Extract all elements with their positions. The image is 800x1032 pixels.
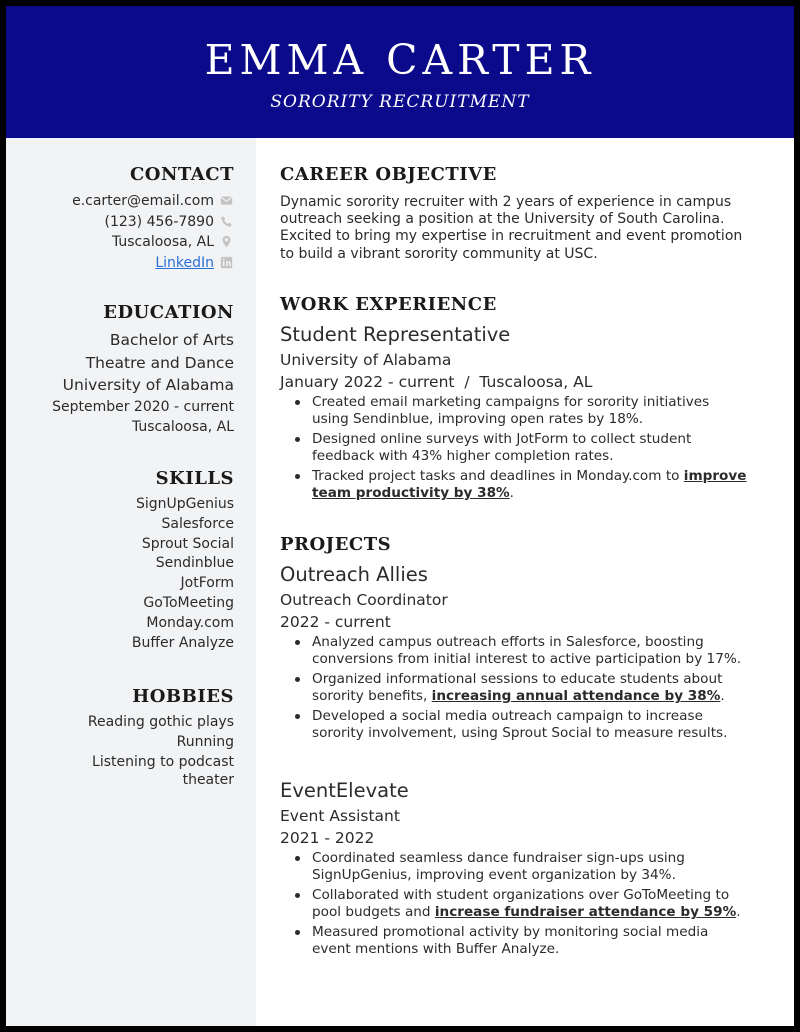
- projects-heading: PROJECTS: [280, 534, 392, 555]
- education-degree: Bachelor of Arts: [109, 331, 234, 349]
- work-heading: WORK EXPERIENCE: [280, 294, 497, 315]
- skill-item: JotForm: [180, 575, 234, 592]
- contact-phone-row: [14, 212, 234, 233]
- work-bullet: Designed online surveys with JotForm to collect student feedback with 43% higher completion rates.: [312, 431, 750, 465]
- project-bullets: [280, 850, 750, 961]
- bullet-text: .: [736, 904, 741, 920]
- highlight-text: increase fundraiser attendance by 59%: [434, 904, 737, 920]
- bullet-text: Organized informational sessions to educate students about sorority benefits,: [312, 671, 723, 704]
- candidate-subtitle: SORORITY RECRUITMENT: [270, 92, 530, 112]
- resume-header: [6, 6, 794, 138]
- project-role: Outreach Coordinator: [280, 591, 448, 609]
- skill-item: Sendinblue: [155, 555, 234, 572]
- skill-item: SignUpGenius: [135, 496, 234, 512]
- contact-linkedin-row: [14, 253, 234, 274]
- phone-icon: [220, 215, 234, 227]
- project-bullet: Developed a social media outreach campaign to increase sorority involvement, using Sprout Social to measure results.: [312, 708, 750, 742]
- project-bullet: [312, 887, 750, 921]
- contact-section: [14, 164, 234, 273]
- bullet-text: .: [720, 688, 725, 704]
- education-major: Theatre and Dance: [85, 353, 234, 372]
- work-bullet: [312, 468, 750, 502]
- work-bullet: Created email marketing campaigns for sorority initiatives using Sendinblue, improving open rates by 18%.: [312, 394, 750, 428]
- contact-location: Tuscaloosa, AL: [111, 234, 214, 250]
- skill-item: Buffer Analyze: [131, 634, 234, 651]
- project-dates: 2021 - 2022: [280, 829, 375, 847]
- skills-section: [14, 468, 234, 653]
- skill-item: GoToMeeting: [143, 594, 234, 611]
- hobby-item: Reading gothic plays: [87, 714, 234, 730]
- hobbies-heading: HOBBIES: [132, 686, 234, 707]
- skill-item: Monday.com: [146, 614, 234, 631]
- highlight-text: increasing annual attendance by 38%: [431, 688, 721, 704]
- contact-heading: CONTACT: [129, 164, 234, 185]
- bullet-text: .: [509, 485, 514, 501]
- linkedin-icon: [220, 256, 234, 268]
- candidate-name: EMMA CARTER: [204, 36, 596, 84]
- highlight-text: improve team productivity by 38%: [312, 468, 747, 501]
- map-pin-icon: [220, 235, 234, 247]
- skill-item: Sprout Social: [141, 535, 234, 552]
- project-name: EventElevate: [280, 779, 409, 802]
- contact-location-row: [14, 232, 234, 253]
- project-bullets: [280, 634, 750, 745]
- bullet-text: Tracked project tasks and deadlines in Monday.com to: [312, 468, 684, 484]
- contact-email-row: [14, 191, 234, 212]
- objective-heading: CAREER OBJECTIVE: [280, 164, 497, 185]
- project-name: Outreach Allies: [280, 563, 428, 586]
- education-location: Tuscaloosa, AL: [131, 418, 234, 435]
- hobby-item: Listening to podcast theater: [92, 754, 234, 788]
- project-bullet: [312, 671, 750, 705]
- sidebar: [6, 138, 256, 1026]
- work-bullets: [280, 394, 750, 505]
- project-dates: 2022 - current: [280, 613, 391, 631]
- hobby-item: Running: [176, 734, 234, 750]
- contact-phone: (123) 456-7890: [104, 213, 214, 230]
- bullet-text: Collaborated with student organizations over GoToMeeting to pool budgets and: [312, 887, 730, 920]
- project-role: Event Assistant: [280, 807, 400, 825]
- education-heading: EDUCATION: [103, 302, 234, 323]
- resume-page: [6, 6, 794, 1026]
- project-bullet: Measured promotional activity by monitoring social media event mentions with Buffer Analyze.: [312, 924, 750, 958]
- skill-item: Salesforce: [161, 515, 234, 532]
- envelope-icon: [220, 194, 234, 206]
- hobbies-section: [14, 686, 234, 791]
- work-dates: January 2022 - current / Tuscaloosa, AL: [280, 373, 593, 391]
- contact-email[interactable]: e.carter@email.com: [72, 193, 214, 209]
- work-org: University of Alabama: [280, 351, 452, 369]
- education-section: [14, 302, 234, 437]
- work-title: Student Representative: [280, 323, 511, 346]
- objective-text: Dynamic sorority recruiter with 2 years of experience in campus outreach seeking a position at the University of South Carolina. Excited to bring my expertise in recruitment and event promotion to build a vibrant sorority community at USC.: [280, 194, 743, 262]
- education-dates: September 2020 - current: [52, 398, 234, 415]
- project-bullet: Analyzed campus outreach efforts in Salesforce, boosting conversions from initial interest to active participation by 17%.: [312, 634, 750, 668]
- education-school: University of Alabama: [62, 376, 234, 394]
- project-bullet: Coordinated seamless dance fundraiser sign-ups using SignUpGenius, improving event organization by 34%.: [312, 850, 750, 884]
- skills-heading: SKILLS: [155, 468, 234, 489]
- linkedin-link[interactable]: LinkedIn: [155, 254, 214, 271]
